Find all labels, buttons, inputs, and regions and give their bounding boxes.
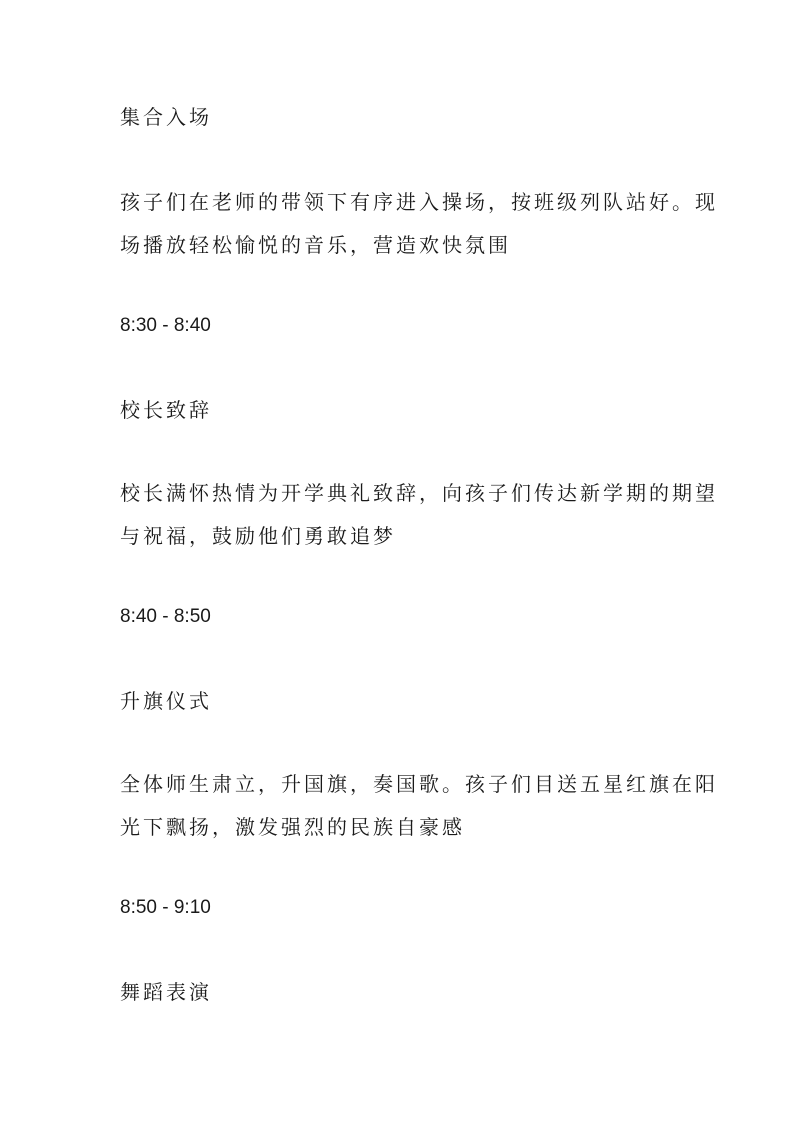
section-description-line: 与祝福，鼓励他们勇敢追梦 xyxy=(120,524,396,548)
section-description-line: 场播放轻松愉悦的音乐，营造欢快氛围 xyxy=(120,233,511,257)
section-title-principal-speech: 校长致辞 xyxy=(120,398,212,422)
time-range: 8:30 - 8:40 xyxy=(120,315,211,336)
section-title-dance-performance: 舞蹈表演 xyxy=(120,980,212,1004)
time-range: 8:40 - 8:50 xyxy=(120,606,211,627)
time-range: 8:50 - 9:10 xyxy=(120,897,211,918)
section-title-assembly: 集合入场 xyxy=(120,105,212,129)
section-description-line: 全体师生肃立，升国旗，奏国歌。孩子们目送五星红旗在阳 xyxy=(120,772,718,796)
section-description-line: 校长满怀热情为开学典礼致辞，向孩子们传达新学期的期望 xyxy=(120,481,718,505)
section-title-flag-raising: 升旗仪式 xyxy=(120,689,212,713)
section-description-line: 孩子们在老师的带领下有序进入操场，按班级列队站好。现 xyxy=(120,190,718,214)
section-description-line: 光下飘扬，激发强烈的民族自豪感 xyxy=(120,815,465,839)
